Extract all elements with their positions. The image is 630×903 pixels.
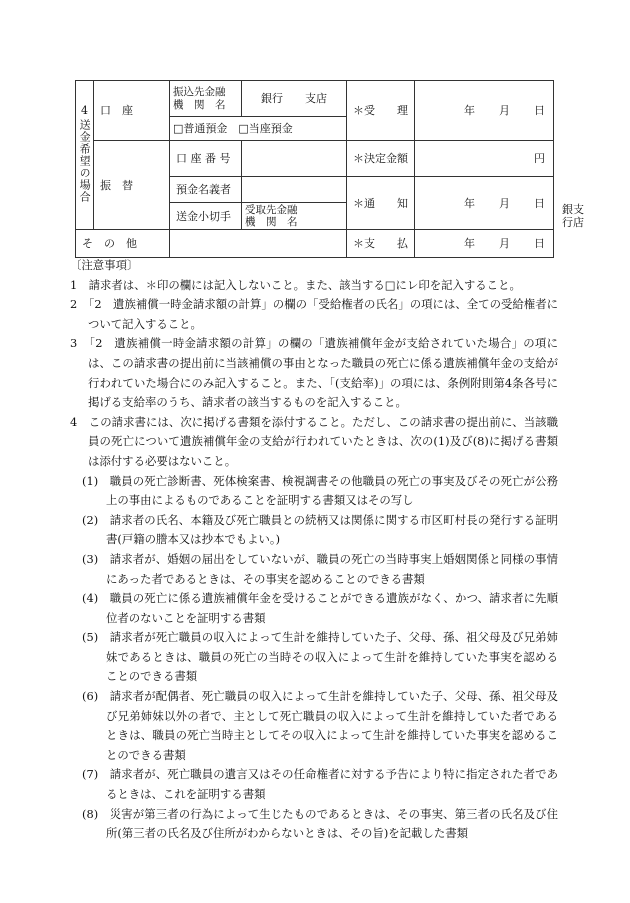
shiharai-label: ＊支 払 xyxy=(347,230,415,258)
kouza-cell xyxy=(94,81,170,141)
furikomi-bank-field[interactable] xyxy=(242,81,347,117)
note-subitem: (4) 職員の死亡に係る遺族補償年金を受けることができる遺族がなく、かつ、請求者に先順位者のないことを証明する書類 xyxy=(82,591,558,625)
kogitte-label: 送金小切手 xyxy=(170,203,242,230)
note-subitem: (8) 災害が第三者の行為によって生じたものであるときは、その事実、第三者の氏名及び住所(第三者の氏名及び住所がわからないときは、その旨)を記載した書類 xyxy=(82,806,558,841)
sonota-label: そ の 他 xyxy=(82,237,137,251)
yen-unit: 円 xyxy=(534,151,545,165)
account-number-label: 口 座 番 号 xyxy=(170,141,242,177)
furikae-label: 振 替 xyxy=(100,178,133,192)
note-item: 3 「2 遺族補償一時金請求額の計算」の欄の「遺族補償年金が支給されていた場合」の項には、この請求書の提出前に当該補償の事由となった職員の死亡に係る遺族補償年金の支給が行われていた場合にのみ記入すること。また、「(支給率)」の項には、条例附則第4条各号に掲げる支給率のうち、請求者の該当するものを記入すること。 xyxy=(70,336,558,410)
account-holder-field[interactable] xyxy=(242,177,347,203)
uketori-label: ＊受 理 xyxy=(347,81,415,141)
section-title: 送金希望の場合 xyxy=(78,119,92,204)
sonota-cell xyxy=(76,230,170,258)
kouza-label: 口 座 xyxy=(100,103,133,117)
bank-label: 銀行 xyxy=(261,91,283,105)
account-number-field[interactable] xyxy=(242,141,347,177)
note-subitem: (2) 請求者の氏名、本籍及び死亡職員との続柄又は関係に関する市区町村長の発行する証明書(戸籍の謄本又は抄本でもよい。) xyxy=(82,512,558,547)
sonota-field[interactable] xyxy=(170,230,347,258)
note-subitem: (3) 請求者が、婚姻の届出をしていないが、職員の死亡の当時事実上婚姻関係と同様の事情にあった者であるときは、その事実を認めることのできる書類 xyxy=(82,551,558,586)
section-header-cell xyxy=(76,81,94,230)
note-item: 1 請求者は、＊印の欄には記入しないこと。また、該当する□にレ印を記入すること。 xyxy=(70,277,521,292)
tsuchi-date-field[interactable]: 年 月 日 xyxy=(415,177,554,230)
note-subitem: (6) 請求者が配偶者、死亡職員の収入によって生計を維持していた子、父母、孫、祖父母及び兄弟姉妹以外の者で、主として死亡職員の収入によって生計を維持していた者であるときは、職員の死亡当時主としてその収入によって生計を維持していた事実を認めることのできる書類 xyxy=(82,689,558,762)
furikae-cell xyxy=(94,141,170,230)
remittance-form-table: 4 送金希望の場合 口 座 振込先金融 機 関 名 銀行 支店 ＊受 理 年 月 日 □普通預金 □当座預金 振 替 口 座 番 号 ＊決定金額 円 預金名義者 ＊通 知 年 月 日 送金小切手 受取先金融 機 関 名 銀行 支店 そ の 他 ＊支 払 年 月 日 xyxy=(75,80,554,258)
tsuchi-label: ＊通 知 xyxy=(347,177,415,230)
shiharai-date-field[interactable]: 年 月 日 xyxy=(415,230,554,258)
kettei-label: ＊決定金額 xyxy=(347,141,415,177)
section-number: 4 xyxy=(81,104,88,117)
notes-section xyxy=(70,256,558,844)
uketori-date-field[interactable]: 年 月 日 xyxy=(415,81,554,141)
note-subitem: (5) 請求者が死亡職員の収入によって生計を維持していた子、父母、孫、祖父母及び兄弟姉妹であるときは、職員の死亡の当時その収入によって生計を維持していた事実を認めることのできる書類 xyxy=(82,630,558,684)
kettei-amount-field[interactable] xyxy=(415,141,554,177)
branch-label: 支店 xyxy=(305,91,327,105)
note-item: 4 この請求書には、次に掲げる書類を添付すること。ただし、この請求書の提出前に、当該職員の死亡について遺族補償年金の支給が行われていたときは、次の(1)及び(8)に掲げる書類は添付する必要はないこと。 xyxy=(70,414,558,468)
note-subitem: (1) 職員の死亡診断書、死体検案書、検視調書その他職員の死亡の事実及びその死亡が公務上の事由によるものであることを証明する書類又はその写し xyxy=(82,473,558,508)
notes-heading: 〔注意事項〕 xyxy=(70,258,139,272)
uketori-bank-label: 受取先金融 機 関 名 xyxy=(242,203,347,230)
furikomi-bank-label: 振込先金融 機 関 名 xyxy=(170,81,242,117)
note-item: 2 「2 遺族補償一時金請求額の計算」の欄の「受給権者の氏名」の項には、全ての受給権者について記入すること。 xyxy=(70,297,558,331)
deposit-type-checkboxes[interactable]: □普通預金 □当座預金 xyxy=(170,117,347,141)
note-subitem: (7) 請求者が、死亡職員の遺言又はその任命権者に対する予告により特に指定された者であるときは、これを証明する書類 xyxy=(82,767,558,802)
account-holder-label: 預金名義者 xyxy=(170,177,242,203)
